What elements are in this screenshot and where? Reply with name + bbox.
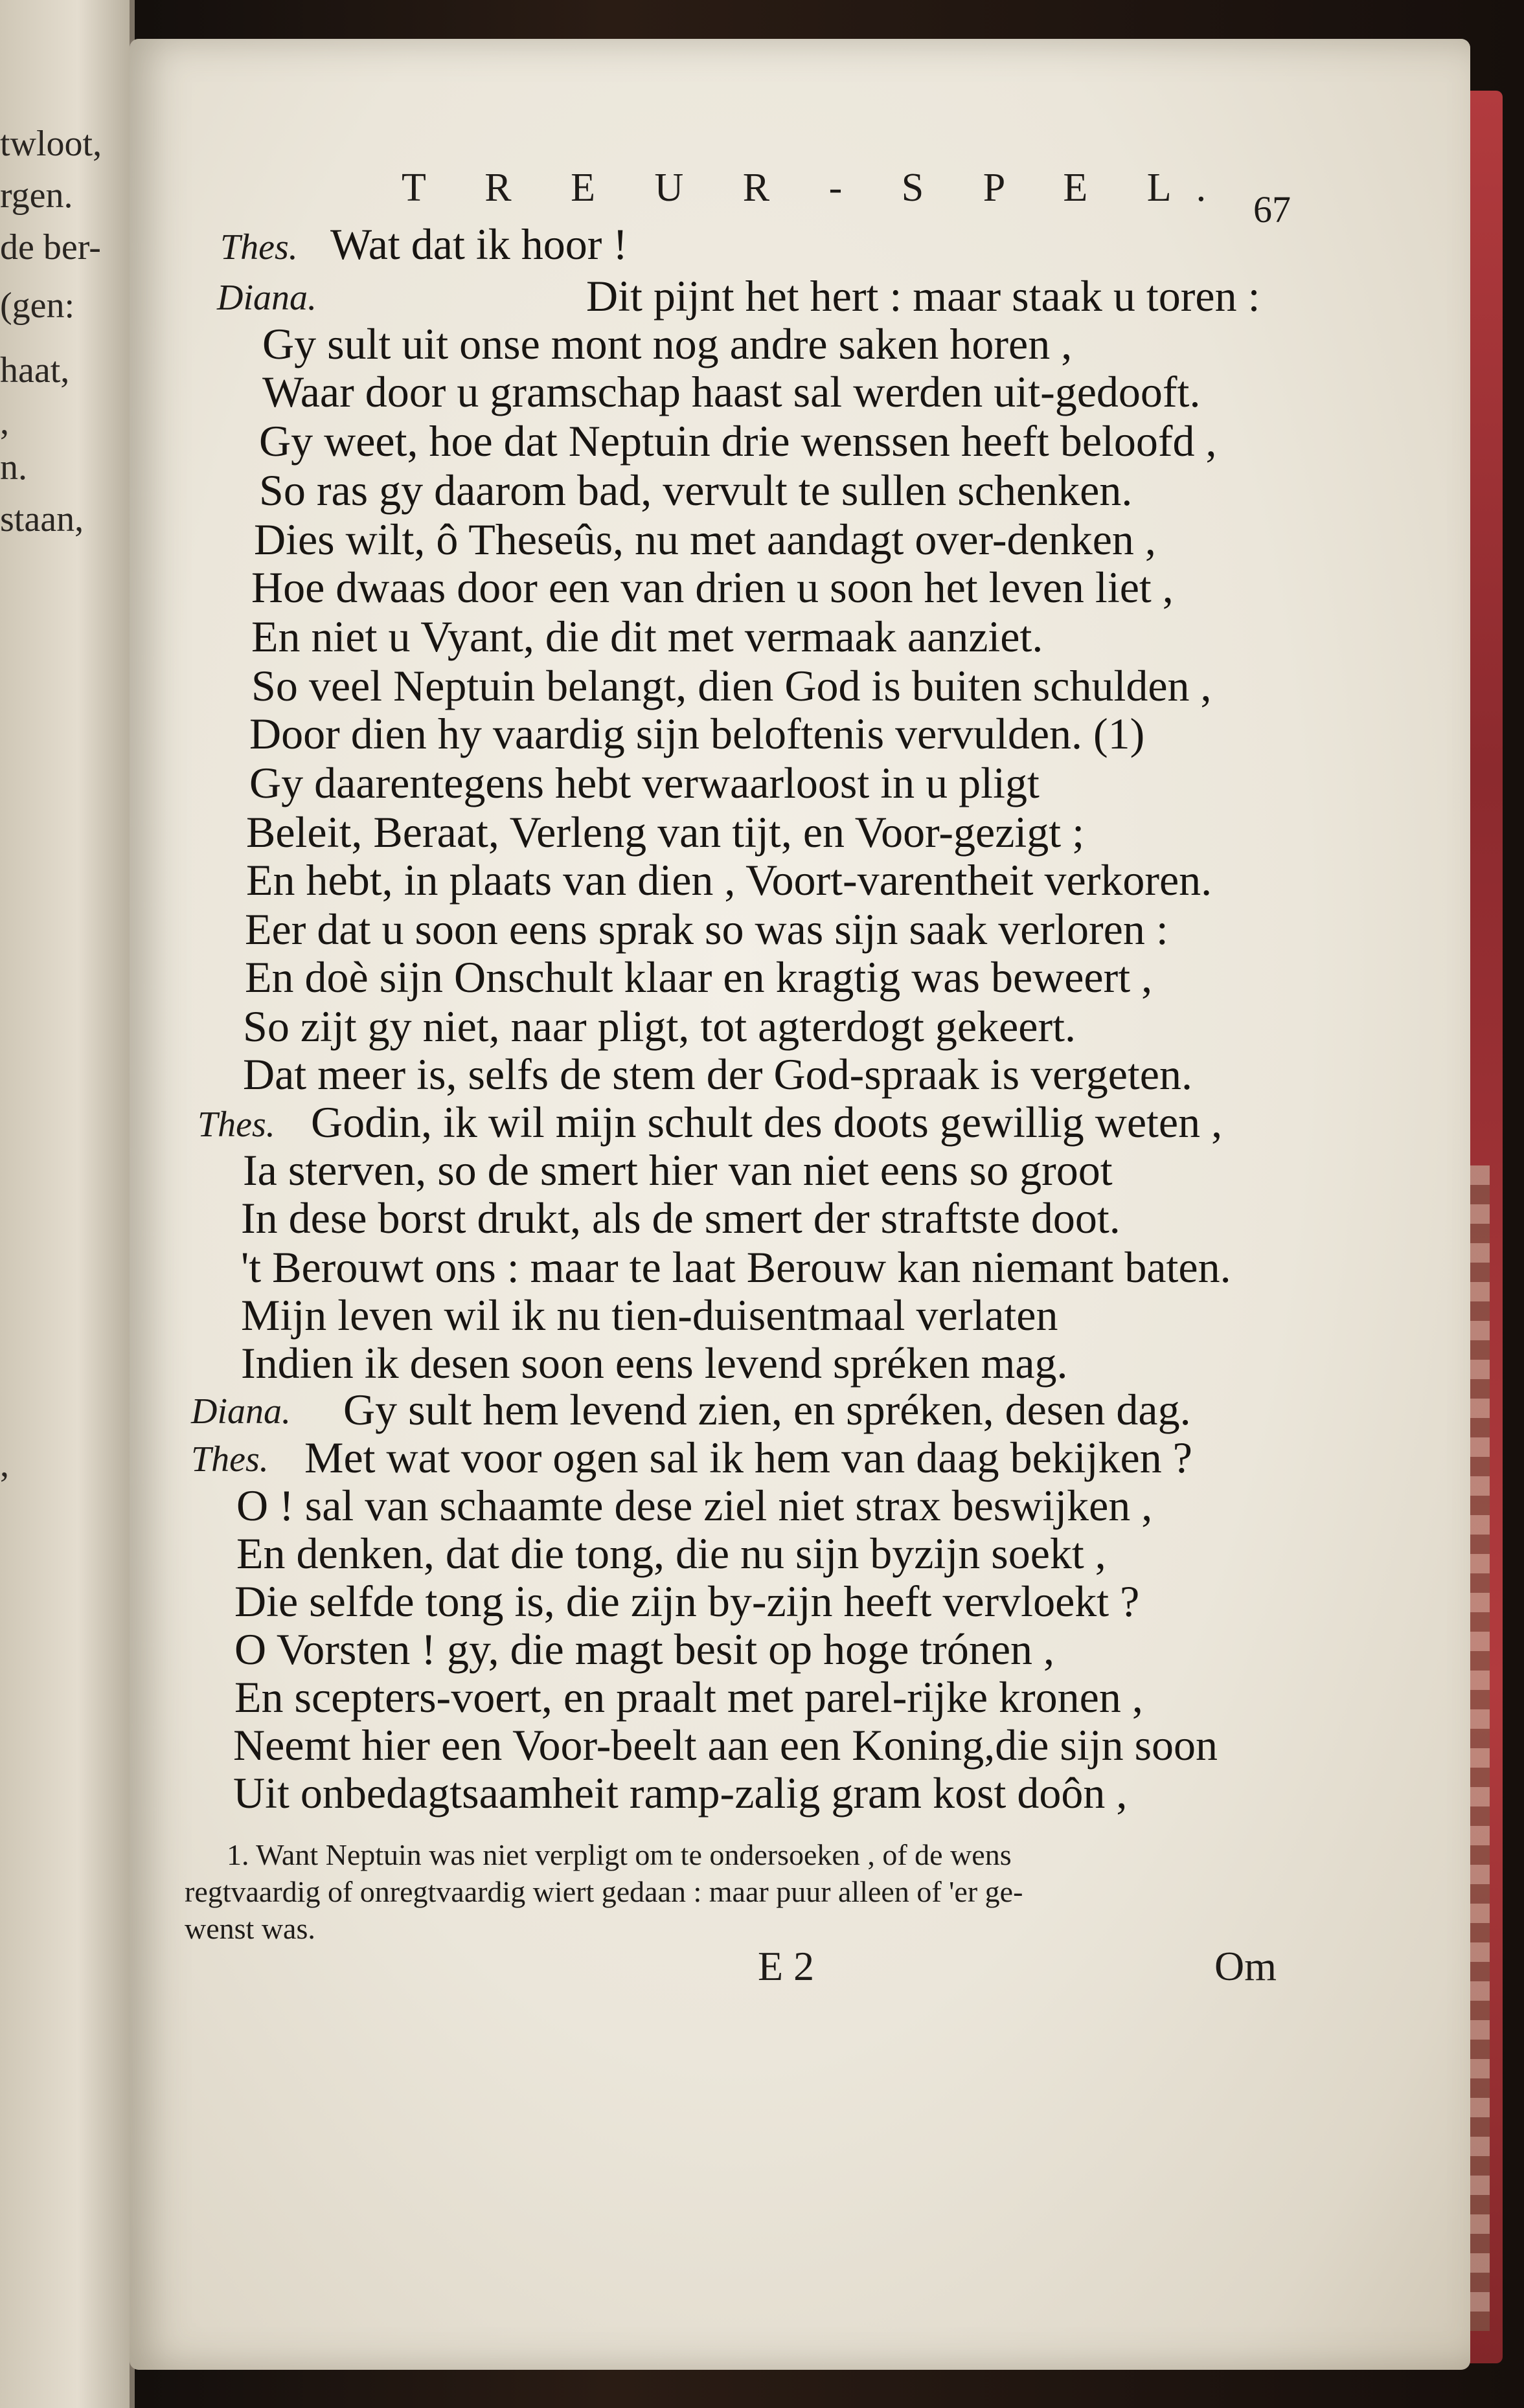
verse-line: En hebt, in plaats van dien , Voort-varentheit verkoren. [246, 855, 1212, 905]
verse-line: So zijt gy niet, naar pligt, tot agterdogt gekeert. [243, 1002, 1076, 1051]
verse-line: Indien ik desen soon eens levend spréken mag. [241, 1338, 1068, 1388]
verse-line: Neemt hier een Voor-beelt aan een Koning,die sijn soon [233, 1720, 1218, 1770]
verse-line: O ! sal van schaamte dese ziel niet strax beswijken , [236, 1481, 1153, 1530]
speaker-label: Diana. [217, 278, 317, 318]
verse-line: Gy daarentegens hebt verwaarloost in u pligt [249, 758, 1040, 807]
verse-line: Dies wilt, ô Theseûs, nu met aandagt over-denken , [254, 515, 1156, 564]
verse-line: In dese borst drukt, als de smert der straftste doot. [241, 1193, 1120, 1243]
verse-line: Wat dat ik hoor ! [330, 219, 628, 269]
catchword: Om [1214, 1943, 1277, 1989]
verse-line: So veel Neptuin belangt, dien God is buiten schulden , [251, 661, 1212, 710]
verse-line: En niet u Vyant, die dit met vermaak aanziet. [251, 612, 1043, 661]
verse-line: Dat meer is, selfs de stem der God-spraak is vergeten. [243, 1050, 1192, 1099]
verse-line: Waar door u gramschap haast sal werden uit-gedooft. [262, 367, 1201, 416]
verse-line: En doè sijn Onschult klaar en kragtig was beweert , [245, 952, 1153, 1002]
prev-page-fragment: rgen. [0, 175, 73, 216]
prev-page-fragment: , [0, 1445, 9, 1485]
verse-line: En denken, dat die tong, die nu sijn byzijn soekt , [236, 1529, 1106, 1578]
prev-page-fragment: haat, [0, 350, 70, 390]
verse-line: En scepters-voert, en praalt met parel-rijke kronen , [234, 1672, 1143, 1722]
verse-line: Mijn leven wil ik nu tien-duisentmaal verlaten [241, 1290, 1058, 1340]
running-title: T R E U R - S P E L. [402, 166, 1231, 210]
verse-line: Gy sult hem levend zien, en spréken, desen dag. [343, 1385, 1191, 1434]
verse-line: Gy sult uit onse mont nog andre saken horen , [262, 319, 1073, 368]
page-number: 67 [1253, 188, 1291, 231]
footnote-line: regtvaardig of onregtvaardig wiert gedaan : maar puur alleen of 'er ge- [185, 1875, 1023, 1908]
signature-mark: E 2 [758, 1943, 815, 1989]
verse-line: Hoe dwaas door een van drien u soon het leven liet , [251, 563, 1174, 612]
verse-line: Door dien hy vaardig sijn beloftenis vervulden. (1) [249, 709, 1145, 758]
prev-page-fragment: de ber- [0, 227, 101, 267]
speaker-label: Thes. [198, 1105, 275, 1145]
verse-line: So ras gy daarom bad, vervult te sullen schenken. [259, 466, 1133, 515]
verse-line: 't Berouwt ons : maar te laat Berouw kan niemant baten. [241, 1243, 1231, 1292]
verse-line: Ia sterven, so de smert hier van niet eens so groot [243, 1145, 1113, 1195]
prev-page-fragment: (gen: [0, 286, 75, 326]
speaker-label: Diana. [191, 1391, 291, 1432]
verse-line: Dit pijnt het hert : maar staak u toren : [586, 271, 1260, 321]
verse-line: Die selfde tong is, die zijn by-zijn heeft vervloekt ? [234, 1577, 1140, 1626]
verse-line: Eer dat u soon eens sprak so was sijn saak verloren : [245, 905, 1168, 954]
verse-line: Beleit, Beraat, Verleng van tijt, en Voor-gezigt ; [246, 807, 1085, 857]
verse-line: O Vorsten ! gy, die magt besit op hoge trónen , [234, 1625, 1055, 1674]
prev-page-fragment: , [0, 402, 9, 442]
footnote-line: wenst was. [185, 1912, 315, 1945]
speaker-label: Thes. [220, 227, 298, 267]
verse-line: Godin, ik wil mijn schult des doots gewillig weten , [311, 1097, 1223, 1147]
prev-page-fragment: n. [0, 447, 27, 488]
speaker-label: Thes. [191, 1439, 269, 1480]
verse-line: Gy weet, hoe dat Neptuin drie wenssen heeft beloofd , [259, 416, 1217, 466]
verse-line: Met wat voor ogen sal ik hem van daag bekijken ? [304, 1433, 1192, 1482]
prev-page-fragment: staan, [0, 499, 84, 539]
prev-page-fragment: twloot, [0, 124, 102, 164]
footnote-line: 1. Want Neptuin was niet verpligt om te ondersoeken , of de wens [227, 1838, 1012, 1871]
verse-line: Uit onbedagtsaamheit ramp-zalig gram kost doôn , [233, 1768, 1128, 1817]
previous-page-edge [0, 0, 135, 2408]
